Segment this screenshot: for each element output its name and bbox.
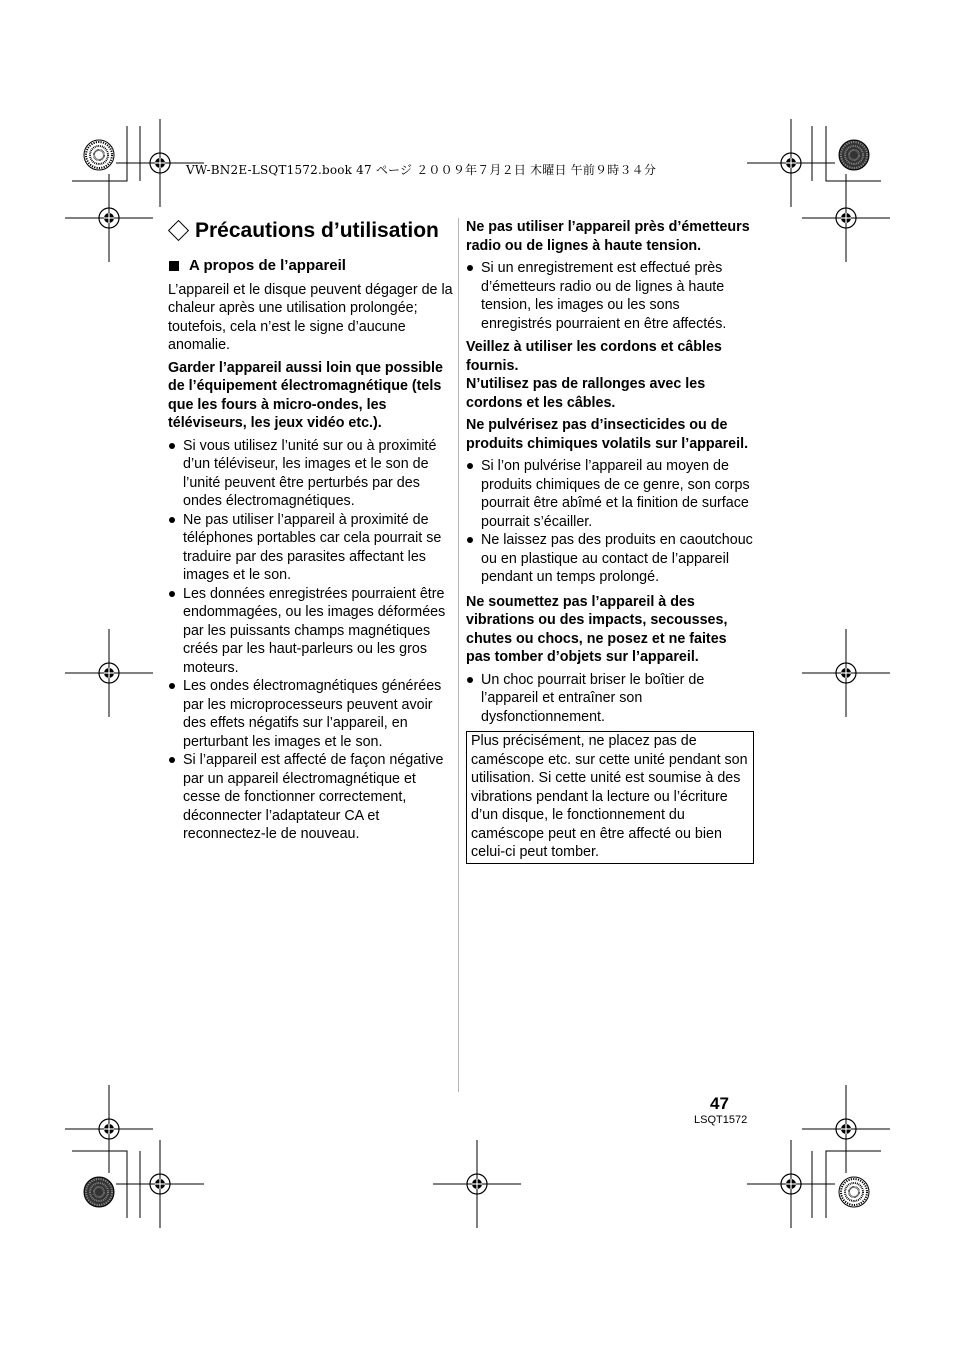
list-item: Si l’appareil est affecté de façon négative par un appareil électromagnétique et cesse de fonctionner correctement, déconnecter l’adaptateur CA et reconnectez-le de nouveau.: [168, 751, 453, 844]
right-bullet-list-chemicals: [466, 457, 754, 587]
square-bullet-icon: [169, 261, 179, 271]
page-number: 47: [710, 1094, 729, 1113]
book-header-line: VW-BN2E-LSQT1572.book 47 ページ ２００９年７月２日 木曜日 午前９時３４分: [186, 163, 657, 177]
bullet-dot-icon: [467, 265, 473, 271]
column-divider: [458, 218, 459, 1092]
right-heading-insecticides: Ne pulvérisez pas d’insecticides ou de produits chimiques volatils sur l’appareil.: [466, 417, 749, 452]
list-item: Si l’on pulvérise l’appareil au moyen de produits chimiques de ce genre, son corps pourrait être abîmé et la finition de surface pourrait s’écailler.: [466, 457, 754, 531]
list-item: Un choc pourrait briser le boîtier de l’appareil et entraîner son dysfonctionnement.: [466, 671, 754, 727]
list-item: Ne laissez pas des produits en caoutchouc ou en plastique au contact de l’appareil pendant un temps prolongé.: [466, 531, 754, 587]
diamond-icon: [168, 220, 189, 241]
section-heading-text: A propos de l’appareil: [189, 257, 346, 274]
list-item: Ne pas utiliser l’appareil à proximité de téléphones portables car cela pourrait se traduire par des parasites affectant les images et le son.: [168, 511, 453, 585]
bullet-dot-icon: [169, 757, 175, 763]
document-code: LSQT1572: [694, 1114, 748, 1126]
list-item: Les données enregistrées pourraient être endommagées, ou les images déformées par les puissants champs magnétiques créés par les haut-parleurs ou les gros moteurs.: [168, 585, 453, 678]
note-box: [466, 731, 754, 864]
right-heading-vibrations: Ne soumettez pas l’appareil à des vibrations ou des impacts, secousses, chutes ou chocs, ne posez et ne faites pas tomber d’objets sur l’appareil.: [466, 593, 728, 665]
note-text: Plus précisément, ne placez pas de caméscope etc. sur cette unité pendant son utilisation. Si cette unité est soumise à des vibrations pendant la lecture ou l’écriture d’un disque, le fonctionnement du caméscope peut en être affecté ou bien celui-ci peut tomber.: [471, 733, 748, 860]
right-heading-radio: Ne pas utiliser l’appareil près d’émetteurs radio ou de lignes à haute tension.: [466, 219, 750, 254]
bullet-dot-icon: [169, 517, 175, 523]
right-bullet-list-shock: [466, 671, 754, 727]
right-heading-cables: Veillez à utiliser les cordons et câbles fournis.: [466, 339, 722, 374]
list-item: Si un enregistrement est effectué près d’émetteurs radio ou de lignes à haute tension, les images ou les sons enregistrés pourraient en être affectés.: [466, 259, 754, 333]
left-heading-electromagnetic: Garder l’appareil aussi loin que possible de l’équipement électromagnétique (tels que les fours à micro-ondes, les téléviseurs, les jeux vidéo etc.).: [168, 359, 443, 431]
list-item: Si vous utilisez l’unité sur ou à proximité d’un téléviseur, les images et le son de l’unité peuvent être perturbés par des ondes électromagnétiques.: [168, 437, 453, 511]
left-bullet-list: [168, 437, 453, 844]
list-item: Les ondes électromagnétiques générées par les microprocesseurs peuvent avoir des effets négatifs sur l’appareil, en perturbant les images et le son.: [168, 677, 453, 751]
bullet-dot-icon: [169, 591, 175, 597]
right-bullet-list-radio: [466, 259, 754, 333]
page-title: [168, 218, 453, 243]
bullet-dot-icon: [169, 683, 175, 689]
bullet-dot-icon: [467, 537, 473, 543]
left-column: [168, 218, 453, 848]
right-column: [466, 218, 754, 864]
intro-paragraph: L’appareil et le disque peuvent dégager de la chaleur après une utilisation prolongée; toutefois, cela n’est le signe d’aucune anomalie.: [168, 281, 453, 353]
right-heading-extensions: N’utilisez pas de rallonges avec les cordons et les câbles.: [466, 376, 706, 411]
bullet-dot-icon: [467, 463, 473, 469]
section-heading: [168, 257, 453, 276]
bullet-dot-icon: [169, 443, 175, 449]
page-title-text: Précautions d’utilisation: [195, 219, 439, 242]
bullet-dot-icon: [467, 677, 473, 683]
